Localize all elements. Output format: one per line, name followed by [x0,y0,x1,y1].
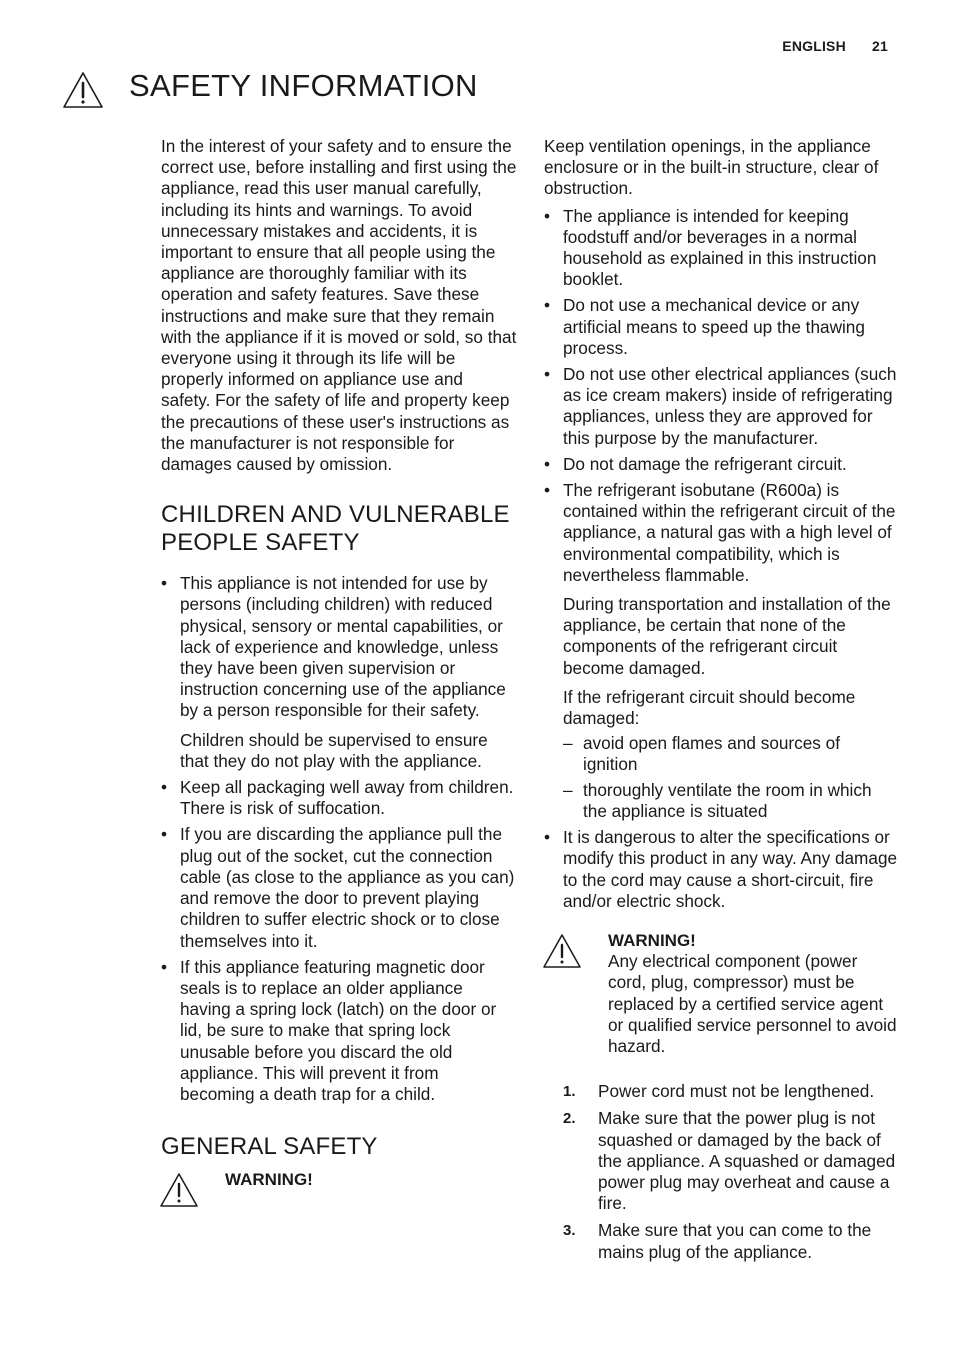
dash-item: – thoroughly ventilate the room in which the appliance is situated [563,780,898,822]
list-item: • This appliance is not intended for use by persons (including children) with reduced physical, sensory or mental capabilities, or lack of experience and knowledge, unless they have been given supervision or instruction concerning use of the appliance by a person responsible for their safety. Children should be supervised to ensure that they do not play with the appliance. [161,573,517,772]
list-item: • Do not use other electrical appliances (such as ice cream makers) inside of refrigerating appliances, unless they are approved for this purpose by the manufacturer. [544,364,898,449]
general-safety-list [544,206,898,912]
warning-label: WARNING! [608,930,696,950]
list-item: • The refrigerant isobutane (R600a) is contained within the refrigerant circuit of the appliance, a natural gas with a high level of environmental compatibility, which is nevertheless flammable. During transportation and installation of the appliance, be certain that none of the components of the refrigerant circuit become damaged. If the refrigerant circuit should become damaged: – avoid open flames and sources of ignition – thoroughly ventilate the room in which the appliance is situated [544,480,898,822]
list-item: • If you are discarding the appliance pull the plug out of the socket, cut the connection cable (as close to the appliance as you can) and remove the door to prevent playing children to suffer electric shock or to close themselves into it. [161,824,517,951]
left-column [161,136,517,1213]
list-item: • It is dangerous to alter the specifications or modify this product in any way. Any damage to the cord may cause a short-circuit, fire and/or electric shock. [544,827,898,912]
right-column [544,136,898,1269]
language-label: ENGLISH [782,38,846,54]
children-safety-list [161,573,517,1105]
refrigerant-damage-note: If the refrigerant circuit should become damaged: [563,686,856,729]
warning-triangle-icon [159,1171,199,1209]
children-safety-heading: CHILDREN AND VULNERABLE PEOPLE SAFETY [161,501,510,557]
numbered-item: 2. Make sure that the power plug is not squashed or damaged by the back of the appliance. A squashed or damaged power plug may overheat and cause a fire. [563,1108,896,1214]
page-title: SAFETY INFORMATION [129,68,478,103]
list-item: • The appliance is intended for keeping foodstuff and/or beverages in a normal household as explained in this instruction booklet. [544,206,898,291]
refrigerant-note: During transportation and installation of the appliance, be certain that none of the components of the refrigerant circuit become damaged. [563,594,891,678]
electrical-warning [544,930,898,1057]
list-item: • Keep all packaging well away from children. There is risk of suffocation. [161,777,517,819]
general-warning [161,1169,517,1213]
general-safety-heading: GENERAL SAFETY [161,1133,378,1161]
list-item: • Do not damage the refrigerant circuit. [544,454,898,475]
warning-label: WARNING! [225,1170,313,1190]
warning-triangle-icon [542,932,582,970]
ventilation-paragraph: Keep ventilation openings, in the appliance enclosure or in the built-in structure, clear of obstruction. [544,136,879,199]
page-number: 21 [872,38,888,54]
numbered-item: 3. Make sure that you can come to the mains plug of the appliance. [563,1220,872,1262]
refrigerant-damage-list [563,733,898,822]
warning-text: Any electrical component (power cord, plug, compressor) must be replaced by a certified service agent or qualified service personnel to avoid hazard. [608,951,897,1056]
numbered-item: 1. Power cord must not be lengthened. [563,1081,875,1102]
dash-item: – avoid open flames and sources of ignition [563,733,898,775]
warning-triangle-icon [62,70,104,110]
item-number: 2. [563,1110,576,1128]
intro-paragraph: In the interest of your safety and to ensure the correct use, before installing and first using the appliance, read this user manual carefully, including its hints and warnings. To avoid unnecessary mistakes and accidents, it is important to ensure that all people using the appliance are thoroughly familiar with its operation and safety features. Save these instructions and make sure that they remain with the appliance if it is moved or sold, so that everyone using it through its life will be properly informed on appliance use and safety. For the safety of life and property keep the precautions of these user's instructions as the manufacturer is not responsible for damages caused by omission. [161,136,517,475]
supervision-note: Children should be supervised to ensure that they do not play with the appliance. [180,729,488,771]
item-number: 3. [563,1222,576,1240]
page-header [782,38,888,54]
item-number: 1. [563,1083,576,1101]
list-item: • Do not use a mechanical device or any artificial means to speed up the thawing process. [544,295,898,359]
power-cord-list [544,1081,898,1263]
list-item: • If this appliance featuring magnetic door seals is to replace an older appliance having a spring lock (latch) on the door or lid, be sure to make that spring lock unusable before you discard the old appliance. This will prevent it from becoming a death trap for a child. [161,957,517,1105]
